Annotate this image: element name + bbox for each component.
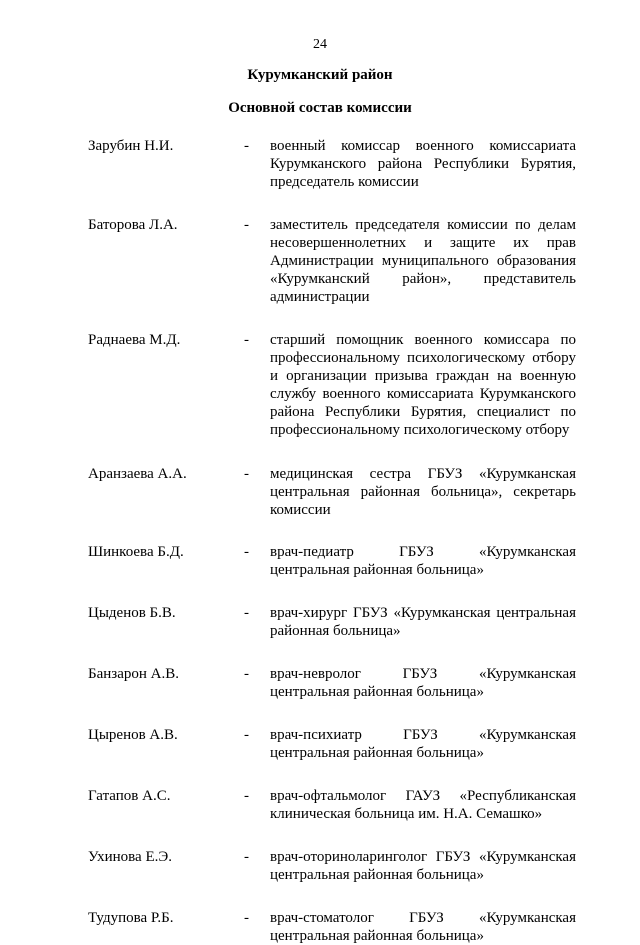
commission-subtitle: Основной состав комиссии xyxy=(228,100,412,116)
member-row xyxy=(0,465,640,519)
member-row xyxy=(0,543,640,579)
member-dash: - xyxy=(244,910,249,926)
member-role: врач-педиатр ГБУЗ «Курумканская центральная районная больница» xyxy=(270,544,576,578)
member-role: врач-оториноларинголог ГБУЗ «Курумканская центральная районная больница» xyxy=(270,849,576,883)
member-dash: - xyxy=(244,217,249,233)
member-row xyxy=(0,137,640,191)
member-role: врач-невролог ГБУЗ «Курумканская центральная районная больница» xyxy=(270,666,576,700)
member-role: врач-психиатр ГБУЗ «Курумканская центральная районная больница» xyxy=(270,727,576,761)
member-role: старший помощник военного комиссара по профессиональному психологическому отбору и организации призыва граждан на военную службу военного комиссариата Курумканского района Республики Бурятия, специалист по профессиональному психологическому отбору xyxy=(270,332,576,438)
member-row xyxy=(0,216,640,306)
member-name: Шинкоева Б.Д. xyxy=(88,544,184,560)
region-title: Курумканский район xyxy=(247,67,393,83)
member-dash: - xyxy=(244,666,249,682)
member-role: врач-офтальмолог ГАУЗ «Республиканская клиническая больница им. Н.А. Семашко» xyxy=(270,788,576,822)
member-name: Банзарон А.В. xyxy=(88,666,179,682)
member-row xyxy=(0,787,640,823)
member-name: Цыденов Б.В. xyxy=(88,605,176,621)
member-row xyxy=(0,665,640,701)
member-name: Ухинова Е.Э. xyxy=(88,849,173,865)
member-row xyxy=(0,726,640,762)
member-row xyxy=(0,331,640,439)
member-dash: - xyxy=(244,727,249,743)
member-dash: - xyxy=(244,138,249,154)
member-role: заместитель председателя комиссии по делам несовершеннолетних и защите их прав Администрации муниципального образования «Курумканский район», представитель администрации xyxy=(270,217,576,305)
member-dash: - xyxy=(244,849,249,865)
member-dash: - xyxy=(244,605,249,621)
member-name: Баторова Л.А. xyxy=(88,217,178,233)
member-name: Гатапов А.С. xyxy=(88,788,171,804)
member-list xyxy=(0,137,640,945)
member-name: Раднаева М.Д. xyxy=(88,332,181,348)
member-role: военный комиссар военного комиссариата Курумканского района Республики Бурятия, председатель комиссии xyxy=(270,138,576,190)
member-row xyxy=(0,604,640,640)
member-name: Цыренов А.В. xyxy=(88,727,178,743)
member-name: Аранзаева А.А. xyxy=(88,466,187,482)
member-dash: - xyxy=(244,332,249,348)
member-name: Зарубин Н.И. xyxy=(88,138,174,154)
member-dash: - xyxy=(244,788,249,804)
member-row xyxy=(0,909,640,945)
member-role: медицинская сестра ГБУЗ «Курумканская центральная районная больница», секретарь комиссии xyxy=(270,466,576,518)
member-role: врач-стоматолог ГБУЗ «Курумканская центральная районная больница» xyxy=(270,910,576,944)
member-row xyxy=(0,848,640,884)
member-dash: - xyxy=(244,466,249,482)
member-dash: - xyxy=(244,544,249,560)
member-name: Тудупова Р.Б. xyxy=(88,910,174,926)
page-number: 24 xyxy=(313,37,327,52)
member-role: врач-хирург ГБУЗ «Курумканская центральная районная больница» xyxy=(270,605,576,639)
